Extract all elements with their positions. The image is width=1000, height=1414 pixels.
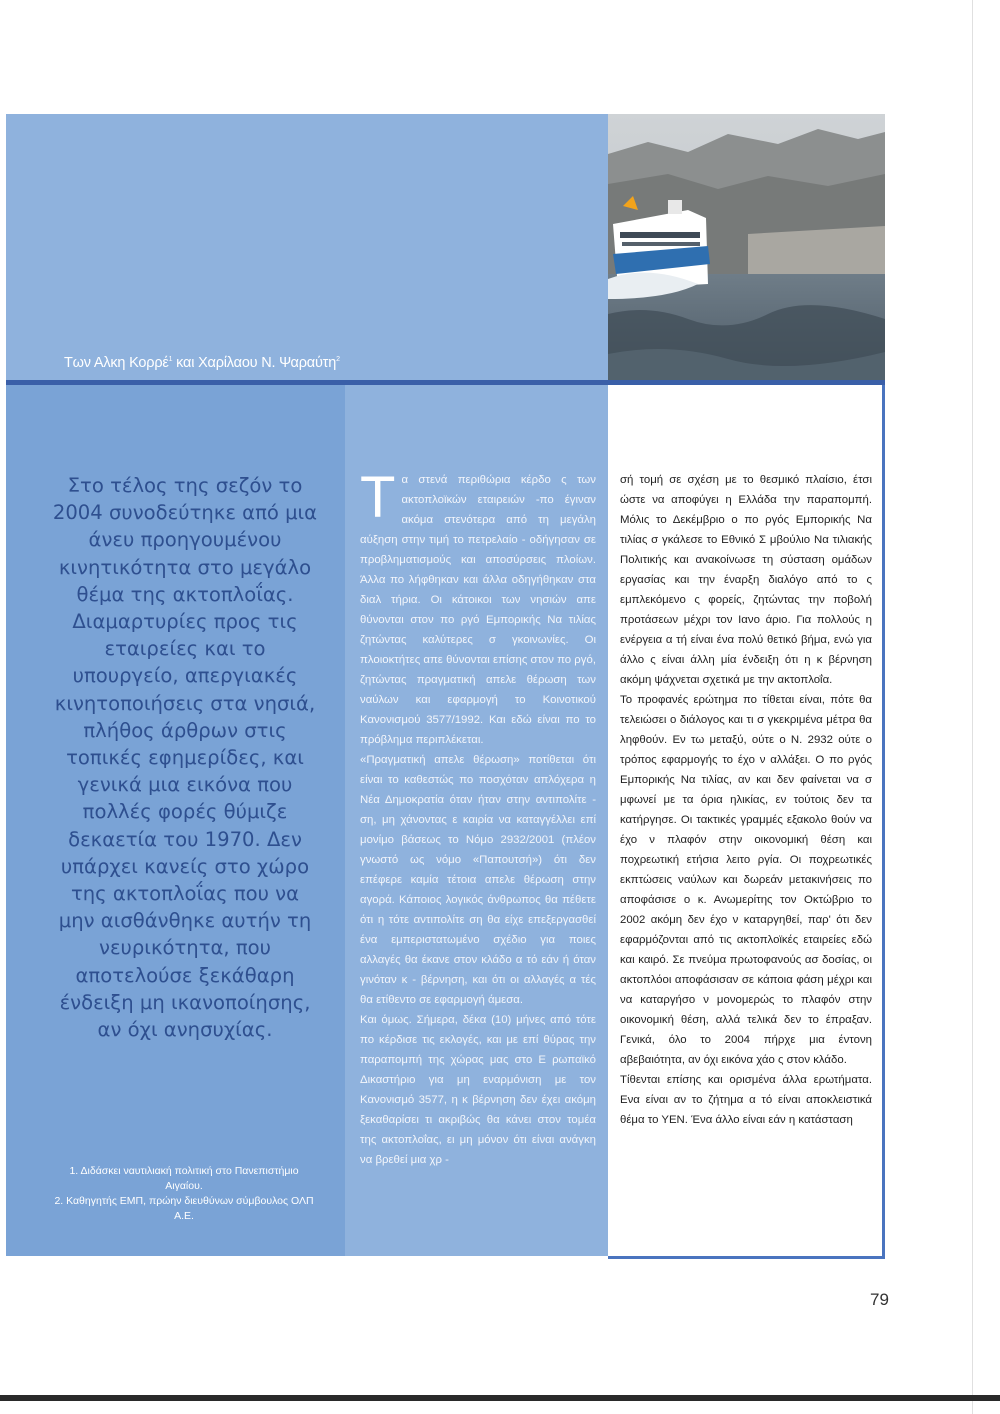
drop-cap: Τ (360, 465, 396, 530)
authors-line (64, 355, 340, 371)
paragraph: «Πραγματική απελε θέρωση» ποτίθεται ότι είναι το καθεστώς πο ποσχόταν απλόχερα η Νέα Δημοκρατία όταν ήταν στην αντιπολίτε - ση, μη χάνοντας ε καιρία να καταγγέλλει επί μονίμο βάσεως το Νόμο 2932/2001 (πλέον γνωστό ως νόμο «Παπουτσή») ότι δεν επέφερε καμία τέτοια απελε θέρωση στην αγορά. Κάποιος λογικός άνθρωπος θα πέθετε ότι η τότε αντιπολίτε ση θα είχε επεξεργασθεί ένα εμπεριστατωμένο σχέδιο για ποιες αλλαγές θα έκανε στον κλάδο α τό εάν ή όταν γινόταν κ - βέρνηση, και ότι οι αλλαγές α τές θα ετίθεντο σε εφαρμογή άμεσα. (360, 754, 596, 1006)
footnote-2: 2. Καθηγητής ΕΜΠ, πρώην διευθύνων σύμβουλος ΟΛΠ Α.Ε. (54, 1195, 314, 1222)
article-column-middle (360, 465, 596, 1170)
page-number: 79 (870, 1290, 889, 1309)
page-bottom-rule (0, 1395, 1000, 1401)
author-rule (6, 380, 885, 385)
paragraph: Το προφανές ερώτημα πο τίθεται είναι, πότε θα τελειώσει ο διάλογος και τι σ γκεκριμένα μέτρα θα ληφθούν. Εν τω μεταξύ, ούτε ο Ν. 2932 ούτε ο τρόπος εφαρμογής το έχο ν αλλάξει. Ο πο ργός Εμπορικής Να τιλίας, αν και δεν φαίνεται να σ μφωνεί με τα όρια ηλικίας, εν τούτοις δεν τα κατήργησε. Οι τακτικές γραμμές εξακολο θούν να έχο ν πλαφόν στην οικονομική θέση και ποχρεωτική ετήσια λειτο ργία. Οι ποχρεωτικές εκπτώσεις ναύλων και δωρεάν μετακινήσεις πο αποφάσισε ο κ. Ανωμερίτης τον Οκτώβριο το 2002 ακόμη δεν έχο ν καταργηθεί, παρ' ότι δεν εφαρμόζονται από τις ακτοπλοϊκές εταιρείες εδώ και καιρό. Σε πνεύμα πρωτοφανούς ασ δοσίας, οι ακτοπλόοι αποφάσισαν σε κάποια φάση μέχρι και να καταργήσο ν μονομερώς το πλαφόν στην οικονομική θέση, αλλά τελικά δεν το έπραξαν. Γενικά, όλο το 2004 πήρχε μια έντονη αβεβαιότητα, αν όχι εικόνα χάο ς στον κλάδο. (620, 694, 872, 1066)
paragraph: α στενά περιθώρια κέρδο ς των ακτοπλοϊκών εταιρειών -πο έγιναν ακόμα στενότερα από τη μεγάλη αύξηση στην τιμή το πετρελαίο - οδήγησαν σε προβληματισμούς και αποσύρσεις πλοίων. Άλλα πο λήφθηκαν και άλλα οδηγήθηκαν στα διαλ τήρια. Οι κάτοικοι των νησιών απε θύνονται στον πο ργό Εμπορικής Να τιλίας ζητώντας καλύτερες σ γκοινωνίες. Οι πλοιοκτήτες απε θύνονται επίσης στον πο ργό, ζητώντας πραγματική απελε θέρωση των ναύλων και εφαρμογή το Κοινοτικού Κανονισμού 3577/1992. Και εδώ είναι πο το πρόβλημα περιπλέκεται. (360, 474, 596, 746)
paragraph: σή τομή σε σχέση με το θεσμικό πλαίσιο, έτσι ώστε να αποφύγει η Ελλάδα την παραπομπή. Μόλις το Δεκέμβριο ο πο ργός Εμπορικής Να τιλίας σ γκάλεσε το Εθνικό Σ μβούλιο Να τιλιακής Πολιτικής και ανακοίνωσε τη σύσταση ομάδων εργασίας και την έναρξη διαλόγο από το ς εμπλεκόμενο ς φορείς, ζητώντας την ποβολή προτάσεων μέχρι τον Ιανο άριο. Για πολλούς η ενέργεια α τή είναι ένα πολύ θετικό βήμα, ενώ για άλλο ς είναι άλλη μία ένδειξη ότι η κ βέρνηση ακόμη ψάχνεται σχετικά με την ακτοπλοΐα. (620, 474, 872, 686)
paragraph: Και όμως. Σήμερα, δέκα (10) μήνες από τότε πο κέρδισε τις εκλογές, και με επί θύρας την παραπομπή της χώρας μας στο Ε ρωπαϊκό Δικαστήριο για μη εναρμόνιση με τον Κανονισμό 3577, η κ βέρνηση δεν έχει ακόμη ξεκαθαρίσει τι ακριβώς θα κάνει στον τομέα της ακτοπλοΐας, ει μη μόνον ότι είναι ανάγκη να βρεθεί μια χρ - (360, 1014, 596, 1166)
paragraph: Τίθενται επίσης και ορισμένα άλλα ερωτήματα. Ενα είναι αν το ζήτημα α τό είναι αποκλειστικά θέμα το ΥΕΝ. Ένα άλλο είναι εάν η κατάσταση (620, 1074, 872, 1126)
footnote-1: 1. Διδάσκει ναυτιλιακή πολιτική στο Πανεπιστήμιο Αιγαίου. (69, 1165, 299, 1192)
author-two: και Χαρίλαου Ν. Ψαραύτη (172, 355, 337, 371)
page-edge (972, 0, 973, 1414)
ferry-photo (608, 114, 885, 384)
pullquote: Στο τέλος της σεζόν το 2004 συνοδεύτηκε από μια άνευ προηγουμένου κινητικότητα στο μεγάλο θέμα της ακτοπλοΐας. Διαμαρτυρίες προς τις εταιρείες και το υπουργείο, απεργιακές κινητοποιήσεις στα νησιά, πλήθος άρθρων στις τοπικές εφημερίδες, και γενικά μια εικόνα που πολλές φορές θύμιζε δεκαετία του 1970. Δεν υπάρχει κανείς στο χώρο της ακτοπλοΐας που να μην αισθάνθηκε αυτήν τη νευρικότητα, που αποτελούσε ξεκάθαρη ένδειξη μη ικανοποίησης, αν όχι ανησυχίας. (52, 474, 318, 1042)
footnotes (54, 1164, 314, 1224)
author-two-footnote-mark: 2 (336, 356, 340, 364)
article-column-right (620, 470, 872, 1130)
author-one-footnote-mark: 1 (168, 356, 173, 364)
author-one: Των Αλκη Κορρέ (64, 355, 169, 371)
